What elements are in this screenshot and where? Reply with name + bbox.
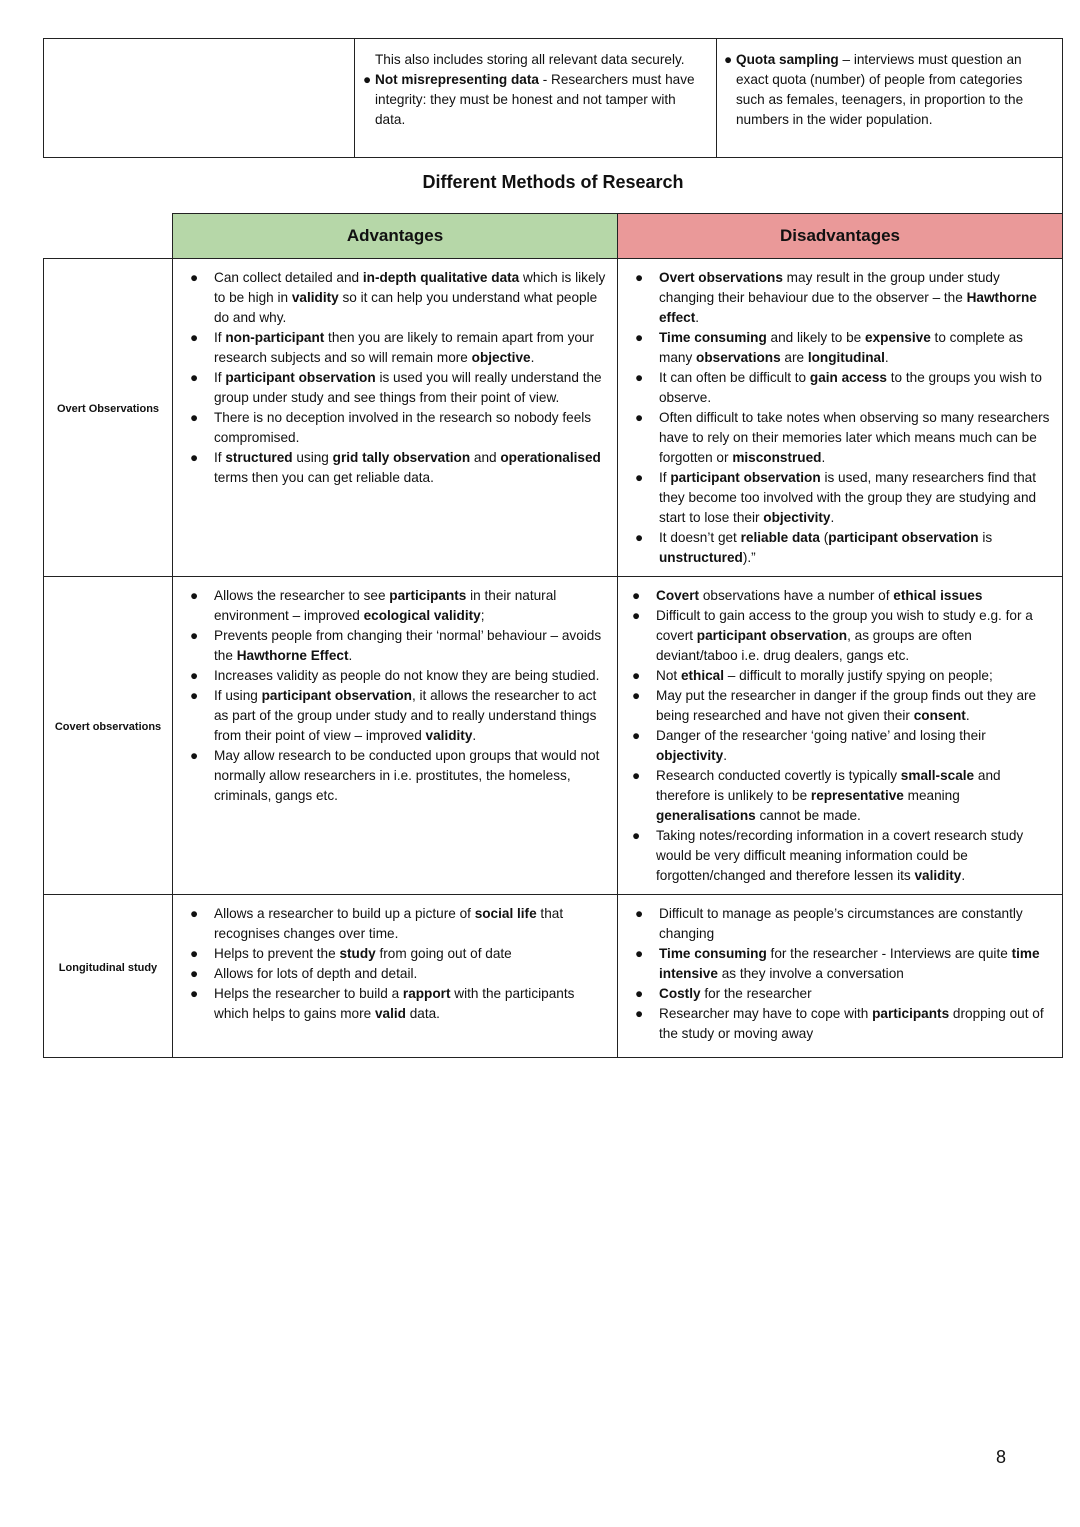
item-text: . (348, 648, 353, 663)
advantages-header: Advantages (172, 213, 618, 259)
row-label-cell (43, 576, 173, 895)
bullet-icon: ● (635, 986, 644, 1001)
item-text: Often difficult to take notes when observing so many researchers have to rely on their memories later which means much can be forgotten or (659, 410, 1050, 465)
bullet-icon: ● (190, 688, 199, 703)
item-text: is used you will really understand the group under study and see things from their point of view. (214, 370, 602, 405)
disadvantages-cell (617, 258, 1063, 577)
item-text: . (961, 868, 966, 883)
row-label-cell (43, 894, 173, 1058)
bold-term: Covert (656, 588, 700, 603)
bullet-icon: ● (190, 270, 199, 285)
bullet-item (177, 904, 611, 944)
bold-term: longitudinal (807, 350, 885, 365)
bullet-icon: ● (632, 768, 641, 783)
disadvantages-list (619, 586, 1056, 886)
bold-term: Time consuming (659, 330, 767, 345)
bullet-item (724, 50, 1052, 130)
bold-term: ecological validity (363, 608, 481, 623)
bullet-icon: ● (190, 588, 199, 603)
item-text: Allows a researcher to build up a picture of (214, 906, 475, 921)
item-text: from going out of date (375, 946, 512, 961)
bold-term: participants (389, 588, 467, 603)
bold-term: consent (913, 708, 966, 723)
item-text: , as groups are often deviant/taboo i.e. drug dealers, gangs etc. (656, 628, 972, 663)
item-text: terms then you can get reliable data. (214, 470, 434, 485)
item-text: is used, many researchers find that they become too involved with the group they are studying and start to lose their (659, 470, 1037, 525)
bullet-item (363, 70, 706, 130)
bullet-item (619, 826, 1056, 886)
bullet-icon: ● (190, 330, 199, 345)
sampling-list (724, 50, 1052, 130)
bullet-icon: ● (724, 52, 733, 67)
bold-term: participant observation (261, 688, 412, 703)
bold-term: expensive (865, 330, 931, 345)
item-text: Helps the researcher to build a (214, 986, 403, 1001)
advantages-list (177, 904, 611, 1024)
bullet-item (622, 1004, 1056, 1044)
bullet-item (177, 666, 611, 686)
item-text: . (965, 708, 970, 723)
bullet-item (177, 328, 611, 368)
top-ethics-cell (354, 38, 717, 158)
item-text: that recognises changes over time. (214, 906, 564, 941)
item-text: ; (480, 608, 485, 623)
bold-term: reliable data (740, 530, 820, 545)
bold-term: unstructured (659, 550, 743, 565)
item-text: Helps to prevent the (214, 946, 340, 961)
bold-term: gain access (809, 370, 887, 385)
item-text: and (470, 450, 501, 465)
disadvantages-cell (617, 894, 1063, 1058)
item-text: If (659, 470, 671, 485)
item-text: Allows for lots of depth and detail. (214, 966, 418, 981)
bullet-icon: ● (632, 728, 641, 743)
bullet-icon: ● (635, 470, 644, 485)
bullet-item (619, 686, 1056, 726)
item-text: If using (214, 688, 262, 703)
bold-term: non-participant (225, 330, 325, 345)
item-text: It doesn’t get (659, 530, 741, 545)
bullet-icon: ● (190, 410, 199, 425)
item-text: . (695, 310, 700, 325)
bold-term: participant observation (670, 470, 821, 485)
bold-term: participant observation (696, 628, 848, 643)
bullet-icon: ● (632, 608, 641, 623)
bullet-icon: ● (190, 946, 199, 961)
item-text: . (472, 728, 477, 743)
item-text: so it can help you understand what people do and why. (214, 290, 598, 325)
disadvantages-list (622, 904, 1056, 1044)
bullet-icon: ● (635, 410, 644, 425)
bold-term: Overt observations (659, 270, 783, 285)
ethics-list (363, 70, 706, 130)
item-text: with the participants which helps to gains more (214, 986, 575, 1021)
item-text: . (830, 510, 835, 525)
item-text: There is no deception involved in the research so nobody feels compromised. (214, 410, 592, 445)
item-text: meaning (903, 788, 960, 803)
bullet-icon: ● (635, 946, 644, 961)
bold-term: valid (374, 1006, 406, 1021)
bold-term: objectivity (763, 510, 831, 525)
bullet-item (622, 268, 1056, 328)
item-text: - Researchers must have integrity: they must be honest and not tamper with data. (375, 72, 695, 127)
bullet-item (177, 586, 611, 626)
bullet-item (177, 268, 611, 328)
bold-term: ethical (680, 668, 725, 683)
bullet-item (622, 984, 1056, 1004)
item-text: May allow research to be conducted upon groups that would not normally allow researchers in i.e. prostitutes, the homeless, criminals, gangs etc. (214, 748, 600, 803)
bullet-icon: ● (190, 668, 199, 683)
top-empty-cell (43, 38, 355, 158)
item-text: Taking notes/recording information in a covert research study would be very difficult meaning information could be forgotten/changed and therefore lessen its (656, 828, 1024, 883)
bold-term: small-scale (900, 768, 975, 783)
bullet-item (619, 606, 1056, 666)
item-text: – difficult to morally justify spying on people; (724, 668, 993, 683)
storing-data-text: This also includes storing all relevant data securely. (375, 52, 685, 67)
bold-term: objective (471, 350, 531, 365)
advantages-list (177, 268, 611, 488)
bullet-item (177, 686, 611, 746)
bold-term: validity (291, 290, 339, 305)
bullet-icon: ● (635, 530, 644, 545)
bullet-item (177, 408, 611, 448)
item-text: to complete as many (659, 330, 1023, 365)
item-text: , it allows the researcher to act as part of the group under study and to really understand things from their point of view – improved (214, 688, 597, 743)
bullet-icon: ● (632, 668, 641, 683)
item-text: which is likely to be high in (214, 270, 606, 305)
bullet-item (622, 328, 1056, 368)
item-text: are (780, 350, 808, 365)
item-text: . (884, 350, 889, 365)
bold-term: generalisations (656, 808, 756, 823)
bullet-icon: ● (190, 450, 199, 465)
disadvantages-header: Disadvantages (617, 213, 1063, 259)
bullet-item (622, 944, 1056, 984)
bullet-item (619, 666, 1056, 686)
item-text: as they involve a conversation (717, 966, 904, 981)
bold-term: study (339, 946, 376, 961)
bold-term: rapport (402, 986, 451, 1001)
page-number: 8 (996, 1447, 1007, 1467)
item-text: ( (819, 530, 829, 545)
item-text: and likely to be (766, 330, 866, 345)
item-text: ).” (742, 550, 756, 565)
bold-term: objectivity (656, 748, 724, 763)
item-text: If (214, 370, 226, 385)
item-text: Allows the researcher to see (214, 588, 390, 603)
advantages-cell (172, 576, 618, 895)
bullet-item (177, 368, 611, 408)
item-text: then you are likely to remain apart from your research subjects and so will remain more (214, 330, 595, 365)
bullet-item (622, 528, 1056, 568)
bold-term: participant observation (225, 370, 376, 385)
item-text: to the groups you wish to observe. (659, 370, 1042, 405)
bullet-icon: ● (632, 588, 641, 603)
item-text: Prevents people from changing their ‘normal’ behaviour – avoids the (214, 628, 602, 663)
bullet-icon: ● (635, 370, 644, 385)
item-text: Increases validity as people do not know they are being studied. (214, 668, 600, 683)
item-text: It can often be difficult to (659, 370, 810, 385)
bold-term: Costly (659, 986, 701, 1001)
bold-term: social life (474, 906, 537, 921)
bold-term: Not misrepresenting data (375, 72, 539, 87)
item-text: Research conducted covertly is typically (656, 768, 901, 783)
bold-term: Time consuming (659, 946, 767, 961)
bullet-item (177, 944, 611, 964)
advantages-cell (172, 258, 618, 577)
item-text: may result in the group under study changing their behaviour due to the observer – the (659, 270, 1000, 305)
item-text: Can collect detailed and (214, 270, 363, 285)
advantages-cell (172, 894, 618, 1058)
bullet-icon: ● (635, 330, 644, 345)
item-text: May put the researcher in danger if the group finds out they are being researched and have not given their (656, 688, 1037, 723)
bullet-icon: ● (190, 966, 199, 981)
bold-term: in-depth qualitative data (362, 270, 520, 285)
item-text: and therefore is unlikely to be (656, 768, 1001, 803)
bold-term: participant observation (828, 530, 979, 545)
bullet-icon: ● (190, 986, 199, 1001)
item-text: If (214, 330, 226, 345)
item-text: observations have a number of (699, 588, 894, 603)
bold-term: validity (914, 868, 962, 883)
bold-term: misconstrued (732, 450, 822, 465)
bullet-item (619, 586, 1056, 606)
bold-term: ethical issues (893, 588, 983, 603)
bullet-item (177, 626, 611, 666)
bullet-item (177, 984, 611, 1024)
bullet-icon: ● (190, 370, 199, 385)
item-text: Researcher may have to cope with (659, 1006, 873, 1021)
disadvantages-cell (617, 576, 1063, 895)
row-label: Longitudinal study (58, 962, 158, 974)
bullet-icon: ● (632, 828, 641, 843)
item-text: – interviews must question an exact quota (number) of people from categories such as females, teenagers, in proportion to the numbers in the wider population. (736, 52, 1024, 127)
bullet-item (177, 964, 611, 984)
advantages-list (177, 586, 611, 806)
bold-term: observations (696, 350, 781, 365)
item-text: Difficult to gain access to the group you wish to study e.g. for a covert (656, 608, 1033, 643)
item-text: . (530, 350, 535, 365)
bold-term: representative (810, 788, 904, 803)
bullet-item (622, 368, 1056, 408)
disadvantages-list (622, 268, 1056, 568)
item-text: Danger of the researcher ‘going native’ and losing their (656, 728, 986, 743)
bullet-icon: ● (363, 72, 372, 87)
bold-term: Hawthorne effect (659, 290, 1037, 325)
row-label: Overt Observations (56, 403, 160, 415)
bold-term: Hawthorne Effect (236, 648, 349, 663)
item-text: cannot be made. (755, 808, 861, 823)
bullet-item (622, 408, 1056, 468)
bullet-item (622, 904, 1056, 944)
item-text: for the researcher (700, 986, 812, 1001)
item-text: If (214, 450, 226, 465)
bullet-icon: ● (635, 270, 644, 285)
bold-term: Quota sampling (736, 52, 839, 67)
bullet-icon: ● (635, 1006, 644, 1021)
row-label-cell (43, 258, 173, 577)
bold-term: structured (225, 450, 293, 465)
bullet-icon: ● (635, 906, 644, 921)
item-text: in their natural environment – improved (214, 588, 557, 623)
page-title: Different Methods of Research (422, 172, 684, 192)
bullet-item (622, 468, 1056, 528)
bold-term: time intensive (659, 946, 1040, 981)
bullet-icon: ● (190, 906, 199, 921)
bullet-icon: ● (190, 628, 199, 643)
row-label: Covert observations (54, 721, 162, 733)
item-text: using (292, 450, 333, 465)
item-text: Difficult to manage as people’s circumstances are constantly changing (659, 906, 1023, 941)
item-text: for the researcher - Interviews are quite (766, 946, 1012, 961)
top-sampling-cell (716, 38, 1063, 158)
item-text: Not (656, 668, 681, 683)
item-text: data. (405, 1006, 440, 1021)
item-text: dropping out of the study or moving away (659, 1006, 1044, 1041)
bold-term: validity (425, 728, 473, 743)
bold-term: operationalised (500, 450, 601, 465)
item-text: . (723, 748, 728, 763)
item-text: . (821, 450, 826, 465)
bullet-item (177, 746, 611, 806)
bullet-icon: ● (190, 748, 199, 763)
bullet-icon: ● (632, 688, 641, 703)
bullet-item (619, 766, 1056, 826)
bullet-item (619, 726, 1056, 766)
bold-term: grid tally observation (332, 450, 471, 465)
bullet-item (177, 448, 611, 488)
bold-term: participants (872, 1006, 950, 1021)
item-text: is (978, 530, 993, 545)
